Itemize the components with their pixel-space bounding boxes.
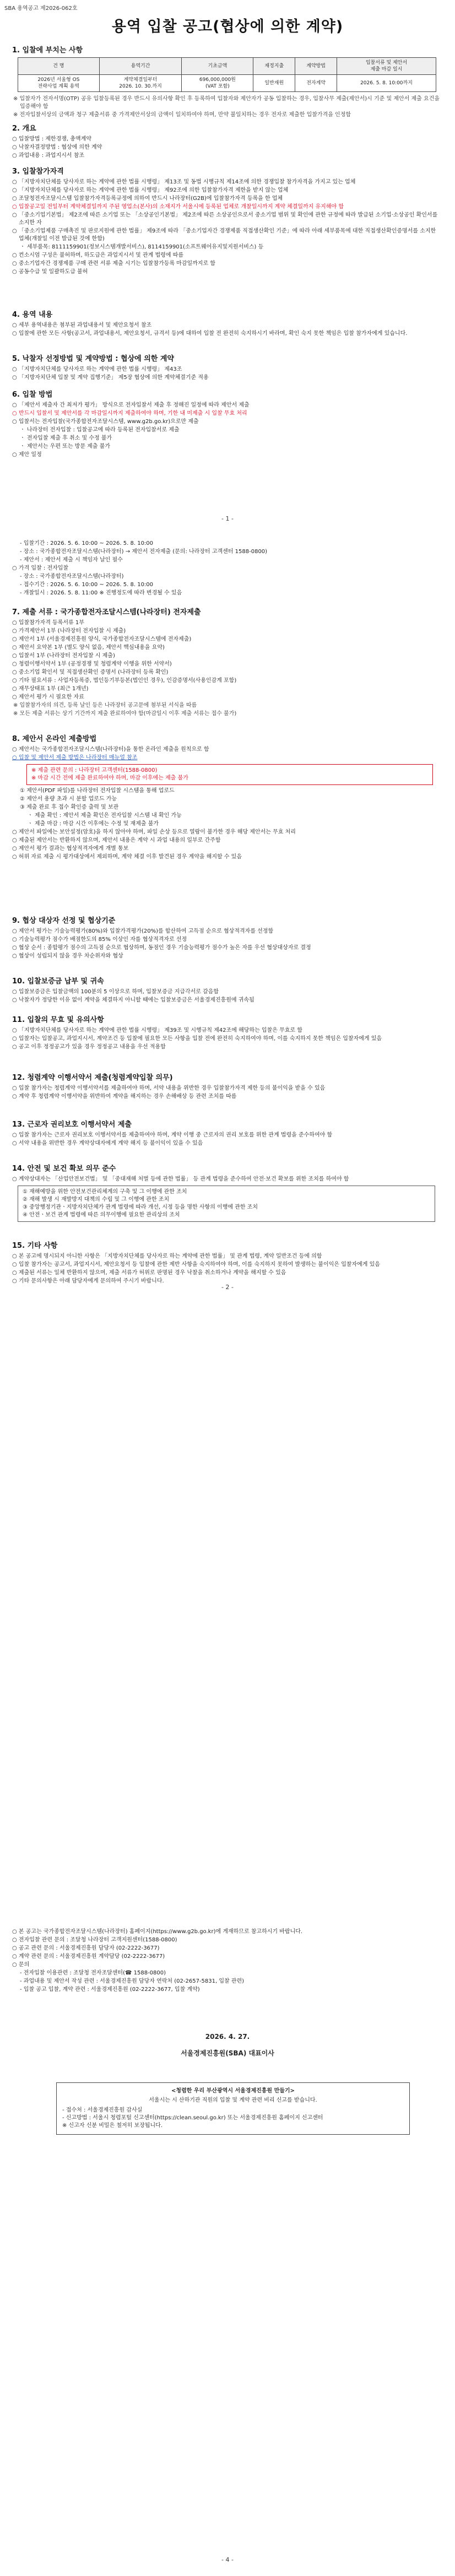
list-item: ○ 입찰참가자격 등록서류 1부 [12, 620, 84, 626]
box-item: - 접수처 : 서울경제진흥원 감사실 [62, 2107, 143, 2113]
cell-contract-method: 전자계약 [295, 75, 337, 92]
list-item: ○ 입찰서는 전자입찰(국가종합전자조달시스템, www.g2b.go.kr)으로만 제출 [12, 419, 199, 425]
list-item: ○ 「지방자치단체를 당사자로 하는 계약에 관한 법률 시행령」 제92조에 의한 입찰참가자격 제한을 받지 않는 업체 [12, 187, 289, 193]
list-item: ○ 청렴이행서약서 1부 (공정경쟁 및 청렴계약 이행을 위한 서약서) [12, 661, 172, 667]
note: ※ 입찰참가자의 의견, 등록 날인 등은 나라장터 공고문에 첨부된 서식을 따름 [13, 702, 197, 708]
safety-item: ① 재해예방을 위한 안전보건관리체계의 구축 및 그 이행에 관한 조치 [23, 1189, 187, 1195]
section-6 [12, 388, 442, 459]
list-item: ○ 조달청전자조달시스템 입찰참가자격등록규정에 의하여 반드시 나라장터(G2B)에 입찰참가자격 등록을 한 업체 [12, 196, 283, 202]
list-item: ○ 「지방자치단체를 당사자로 하는 계약에 관한 법률 시행령」 제13조 및 동법 시행규칙 제14조에 의한 경쟁입찰 참가자격을 가지고 있는 업체 [12, 179, 356, 185]
list-item: ○ 입찰에 관한 모든 사항(공고서, 과업내용서, 제안요청서, 규격서 등)에 대하여 입찰 전 완전히 숙지하시기 바라며, 확인 숙지 못한 책임은 입찰 참가자에게 있습니다. [12, 331, 408, 337]
sub-item: - 입찰기간 : 2026. 5. 6. 10:00 ~ 2026. 5. 8. 10:00 [20, 540, 154, 546]
list-item: ○ 제출된 서류는 일체 반환하지 않으며, 제출 서류가 허위로 판명된 경우 낙찰을 취소하거나 계약을 해지할 수 있음 [12, 1270, 286, 1276]
section-11 [12, 1014, 442, 1052]
list-item: ○ 제출된 제안서는 반환하지 않으며, 제안서 내용은 계약 시 과업 내용의 일부로 간주함 [12, 837, 221, 843]
section-heading: 6. 입찰 방법 [12, 391, 53, 399]
list-item: ○ 전자입찰 관련 문의 : 조달청 나라장터 고객지원센터(1588-0800) [12, 1937, 177, 1943]
sub-item: ① 제안서(PDF 파일)를 나라장터 전자입찰 시스템을 통해 업로드 [20, 788, 175, 794]
list-item: ○ 중소기업 확인서 및 직접생산확인 증명서 (나라장터 등록 확인) [12, 669, 169, 675]
notice-line: ※ 제출 관련 문의 : 나라장터 고객센터(1588-0800) [31, 767, 158, 773]
list-item: ○ 본 공고에 명시되지 아니한 사항은 「지방자치단체를 당사자로 하는 계약에 관한 법률」 및 관계 법령, 계약 일반조건 등에 의함 [12, 1253, 322, 1259]
list-item: ○ 제안서는 국가종합전자조달시스템(나라장터)을 통한 온라인 제출을 원칙으로 함 [12, 746, 209, 753]
section-heading: 1. 입찰에 부치는 사항 [12, 46, 83, 55]
list-item: ○ 기타 문의사항은 아래 담당자에게 문의하여 주시기 바랍니다. [12, 1278, 164, 1284]
contact-section [12, 1928, 442, 1994]
page-number: - 1 - [221, 515, 234, 522]
list-item: ○ 계약 관련 문의 : 서울경제진흥원 계약담당 (02-2222-3677) [12, 1953, 165, 1960]
list-item: ○ 과업내용 : 과업지시서 참조 [12, 153, 85, 159]
list-item: ○ 입찰방법 : 제한경쟁, 총액계약 [12, 136, 91, 142]
section-1 [12, 44, 442, 120]
list-item: ○ 공동수급 및 일괄하도급 불허 [12, 269, 88, 275]
section-3 [12, 165, 442, 277]
section-heading: 12. 청렴계약 이행서약서 제출(청렴계약입찰 의무) [12, 1074, 173, 1082]
sub-item: - 장소 : 국가종합전자조달시스템(나라장터) [20, 573, 124, 580]
list-item: ○ 세부 용역내용은 첨부된 과업내용서 및 제안요청서 참조 [12, 322, 152, 328]
list-item: ○ 계약 후 청렴계약 이행서약을 위반하여 계약을 해지하는 경우 손해배상 등 관련 조치를 따름 [12, 1094, 237, 1100]
list-item: ○ 제안서 평가 결과는 협상적격자에게 개별 통보 [12, 846, 129, 852]
list-item: ○ 입찰 참가자는 공고서, 과업지시서, 제안요청서 등 입찰에 관한 제반 사항을 숙지하여야 하며, 이를 숙지하지 못하여 발생하는 불이익은 입찰자에게 있음 [12, 1262, 380, 1268]
sub-item: ㆍ 세부품목: 8111159901(정보시스템개발서비스), 8114159901(소프트웨어유지및지원서비스) 등 [20, 244, 264, 250]
col-name: 건 명 [18, 58, 100, 75]
list-item: ○ 중소기업자간 경쟁제품 구매 관련 서류 제출 시기는 입찰참가등록 마감일까지로 함 [12, 261, 215, 267]
sub-item: ㆍ 제출 마감 : 마감 시간 이후에는 수정 및 재제출 불가 [28, 821, 159, 827]
sub-item: - 장소 : 국가종합전자조달시스템(나라장터) → 제안서 전자제출 (문의: 나라장터 고객센터 1588-0800) [20, 549, 268, 555]
sub-item: ㆍ 전자입찰 제출 후 취소 및 수정 불가 [20, 435, 112, 441]
section-heading: 9. 협상 대상자 선정 및 협상기준 [12, 917, 116, 925]
list-item: ○ 서약 내용을 위반한 경우 계약상대자에게 계약 해지 등 불이익이 있을 수 있음 [12, 1140, 203, 1146]
list-item: ○ 가격 입찰 : 전자입찰 [12, 565, 69, 571]
section-4 [12, 309, 442, 338]
sub-item: ② 제안서 용량 초과 시 분할 업로드 가능 [20, 796, 117, 802]
section-heading: 11. 입찰의 무효 및 유의사항 [12, 1016, 104, 1024]
list-item: ○ 제안서 1부 (서울경제진흥원 양식, 국가종합전자조달시스템에 전자제출) [12, 636, 192, 642]
col-fund: 재정지출 [253, 58, 295, 75]
notice-box [26, 764, 433, 785]
integrity-report-box [56, 2082, 410, 2135]
list-item: ○ 제안서 평가 시 필요한 자료 [12, 694, 84, 700]
list-item: ○ 「지방자치단체를 당사자로 하는 계약에 관한 법률 시행령」 제43조 [12, 366, 182, 372]
section-heading: 8. 제안서 온라인 제출방법 [12, 735, 97, 743]
section-heading: 4. 용역 내용 [12, 311, 53, 319]
list-item: ○ 입찰보증금은 입찰금액의 100분의 5 이상으로 하며, 입찰보증금 지급각서로 갈음함 [12, 989, 219, 995]
col-contract-method: 계약방법 [295, 58, 337, 75]
sub-item: ㆍ 제출 확인 : 제안서 제출 확인은 전자입찰 시스템 내 확인 가능 [28, 813, 182, 819]
sub-item: - 개찰일시 : 2026. 5. 8. 11:00 ※ 진행정도에 따라 변경될 수 있음 [20, 590, 182, 596]
safety-item: ② 재해 발생 시 재발방지 대책의 수립 및 그 이행에 관한 조치 [23, 1197, 170, 1203]
sub-item: - 접수기간 : 2026. 5. 6. 10:00 ~ 2026. 5. 8. 10:00 [20, 582, 154, 588]
note: ※ 모든 제출 서류는 상기 기간까지 제출 완료하여야 함(마감일시 이후 제출 서류는 접수 불가) [13, 711, 237, 717]
section-15 [12, 1240, 442, 1286]
list-item: ○ 「지방자치단체를 당사자로 하는 계약에 관한 법률 시행령」 제39조 및 시행규칙 제42조에 해당하는 입찰은 무효로 함 [12, 1027, 302, 1033]
section-14 [12, 1162, 442, 1225]
section-heading: 14. 안전 및 보건 확보 의무 준수 [12, 1165, 116, 1173]
list-item: ○ 문의 [12, 1962, 30, 1968]
sub-item: - 과업내용 및 제안서 작성 관련 : 서울경제진흥원 담당자 연락처 (02-2657-5831, 입찰 관련) [20, 1978, 245, 1984]
section-heading: 5. 낙찰자 선정방법 및 계약방법 : 협상에 의한 계약 [12, 355, 174, 363]
sub-item: ㆍ 나라장터 전자입찰 : 입찰공고에 따라 등록된 전자입찰서로 제출 [20, 427, 180, 433]
section-9 [12, 914, 442, 961]
safety-item: ③ 중앙행정기관ㆍ지방자치단체가 관계 법령에 따라 개선, 시정 등을 명한 사항의 이행에 관한 조치 [23, 1204, 258, 1210]
page-title: 용역 입찰 공고(협상에 의한 계약) [111, 18, 344, 35]
col-period: 용역기간 [99, 58, 182, 75]
sub-item: ③ 제출 완료 후 접수 확인증 출력 및 보관 [20, 804, 119, 810]
list-item: ○ 기술능력평가 점수가 배점한도의 85% 이상인 자를 협상적격자로 선정 [12, 937, 187, 943]
section-heading: 2. 개요 [12, 125, 36, 133]
note: ※ 입찰자가 전자서명(OTP) 공유 입찰등록된 경우 반드시 유의사항 확인 후 등록하여 입찰자와 제안자가 공동 입찰하는 경우, 입찰사무 제출(제안서)시 기준 및 제안서 제출 요건을 입증해야 함 [13, 96, 440, 110]
list-item: ○ 낙찰자가 정당한 이유 없이 계약을 체결하지 아니할 때에는 입찰보증금은 서울경제진흥원에 귀속됨 [12, 997, 254, 1003]
box-message: 서울시는 시 산하기관 직원의 입찰 및 계약 관련 비리 신고를 받습니다. [149, 2097, 317, 2103]
list-item: ○ 입찰서 1부 (나라장터 전자입찰 시 제출) [12, 653, 115, 659]
list-item-highlight: ○ 반드시 입찰서 및 제안서를 각 마감일시까지 제출하여야 하며, 기한 내 미제출 시 입찰 무효 처리 [12, 410, 247, 416]
col-base-price: 기초금액 [182, 58, 253, 75]
section-heading: 15. 기타 사항 [12, 1242, 58, 1250]
closing [0, 2033, 455, 2058]
notice-line: ※ 마감 시간 전에 제출 완료하여야 하며, 마감 이후에는 제출 불가 [31, 775, 188, 781]
list-item: ○ 제안서 파일에는 보안설정(암호)을 하지 않아야 하며, 파일 손상 등으로 열람이 불가한 경우 해당 제안서는 무효 처리 [12, 829, 296, 835]
sub-item: ㆍ 제안서는 우편 또는 방문 제출 불가 [20, 443, 110, 450]
box-item: - 신고방법 : 서울시 청렴포털 신고센터(https://clean.seoul.go.kr) 또는 서울경제진흥원 홈페이지 신고센터 [62, 2115, 323, 2121]
list-item: ○ 재무상태표 1부 (최근 1개년) [12, 686, 89, 692]
list-item: ○ 「제안서 제출자 간 최저가 평가」 방식으로 전자입찰서 제출 후 정해진 일정에 따라 제안서 제출 [12, 402, 250, 408]
list-item-highlight: ○ 입찰공고일 전일부터 계약체결일까지 주된 영업소(본사)의 소재지가 서울시에 등록된 업체로 개찰일시까지 계약 체결일까지 유지해야 함 [12, 204, 344, 210]
list-item: ○ 허위 자료 제출 시 평가대상에서 제외하며, 계약 체결 이후 발견된 경우 계약을 해지할 수 있음 [12, 854, 242, 860]
sub-item: - 입찰 공고 입찰, 계약 관련 : 서울경제진흥원 (02-2222-3677, 입찰 계약) [20, 1987, 200, 1993]
list-item: ○ 「중소기업기본법」 제2조에 따른 소기업 또는 「소상공인기본법」 제2조에 따른 소상공인으로서 중소기업 범위 및 확인에 관한 규정에 따라 발급된 소기업·소상공인 확인서를 소지한 자 [12, 212, 438, 226]
cell-fund: 일반재원 [253, 75, 295, 92]
sub-item: - 제안서 : 제안서 제출 시 책임자 날인 필수 [20, 557, 123, 563]
note: ※ 전자입찰서상의 금액과 청구 제출서류 중 가격제안서상의 금액이 일치하여야 하며, 만약 불일치하는 경우 전자로 제출한 입찰가격을 인정함 [13, 112, 351, 118]
section-heading: 13. 근로자 권리보호 이행서약서 제출 [12, 1121, 132, 1129]
list-item: ○ 입찰자는 입찰공고, 과업지시서, 계약조건 등 입찰에 필요한 모든 사항을 입찰 전에 완전히 숙지하여야 하며, 이를 숙지하지 못한 책임은 입찰자에게 있음 [12, 1036, 382, 1042]
section-heading: 7. 제출 서류 : 국가종합전자조달시스템(나라장터) 전자제출 [12, 608, 201, 616]
list-item: ○ 「중소기업제품 구매촉진 및 판로지원에 관한 법률」 제9조에 따라 「중소기업자간 경쟁제품 직접생산확인 기준」에 따라 아래 세부품목에 대한 직접생산확인증명서를 소지한 업체(개찰일 이전 발급된 것에 한함) [12, 228, 436, 242]
list-item: ○ 공고 이후 정정공고가 있을 경우 정정공고 내용을 우선 적용함 [12, 1044, 166, 1050]
section-10 [12, 975, 442, 1005]
section-13 [12, 1118, 442, 1148]
list-item: ○ 협상이 성립되지 않을 경우 차순위자와 협상 [12, 953, 123, 959]
list-item: ○ 입찰 참가자는 근로자 권리보호 이행서약서를 제출하여야 하며, 계약 이행 중 근로자의 권리 보호를 위한 관계 법령을 준수하여야 함 [12, 1132, 333, 1138]
section-12 [12, 1071, 442, 1101]
cell-period: 계약체결일부터 2026. 10. 30.까지 [99, 75, 182, 92]
list-item: ○ 낙찰자결정방법 : 협상에 의한 계약 [12, 144, 102, 150]
safety-item: ④ 안전ㆍ보건 관계 법령에 따른 의무이행에 필요한 관리상의 조치 [23, 1212, 180, 1218]
list-item: ○ 제안서 평가는 기술능력평가(80%)와 입찰가격평가(20%)를 합산하여 고득점 순으로 협상적격자를 선정함 [12, 928, 274, 934]
bid-info-table [18, 57, 436, 92]
list-item: ○ 제안서 요약본 1부 (별도 양식 없음, 제안서 핵심내용을 요약) [12, 645, 165, 651]
section-5 [12, 353, 442, 382]
manual-link[interactable]: ○ 입찰 및 제안서 제출 방법은 나라장터 매뉴얼 참조 [12, 755, 138, 761]
list-item: ○ 가격제안서 1부 (나라장터 전자입찰 시 제출) [12, 628, 126, 634]
cell-name: 2026년 서울형 OS 전략사업 계획 용역 [18, 75, 100, 92]
list-item: ○ 계약상대자는 「산업안전보건법」 및 「중대재해 처벌 등에 관한 법률」 등 관계 법령을 준수하여 안전·보건 확보를 위한 조치를 하여야 함 [12, 1176, 349, 1182]
list-item: ○ 협상 순서 : 종합평가 점수의 고득점 순으로 협상하며, 동점인 경우 기술능력평가 점수가 높은 자를 우선 협상대상자로 결정 [12, 945, 311, 951]
organization-name: 서울경제진흥원(SBA) 대표이사 [181, 2049, 274, 2057]
section-heading: 3. 입찰참가자격 [12, 167, 64, 176]
doc-number: SBA 용역공고 제2026-062호 [4, 6, 78, 12]
list-item: ○ 공고 관련 문의 : 서울경제진흥원 담당자 (02-2222-3677) [12, 1945, 160, 1951]
announcement-date: 2026. 4. 27. [205, 2033, 250, 2041]
list-item: ○ 제안 일정 [12, 452, 42, 458]
col-deadline: 입찰서류 및 제안서 제출 마감 일시 [337, 58, 436, 75]
list-item: ○ 본 공고는 국가종합전자조달시스템(나라장터) 홈페이지(https://www.g2b.go.kr)에 게재하므로 참고하시기 바랍니다. [12, 1929, 303, 1935]
list-item: ○ 「지방자치단체 입찰 및 계약 집행기준」 제5장 협상에 의한 계약체결기준 적용 [12, 375, 209, 381]
list-item: ○ 입찰 참가자는 청렴계약 이행서약서를 제출하여야 하며, 서약 내용을 위반한 경우 입찰참가자격 제한 등의 불이익을 받을 수 있음 [12, 1085, 326, 1091]
page-number: - 2 - [221, 1284, 234, 1291]
cell-deadline: 2026. 5. 8. 10:00까지 [337, 75, 436, 92]
section-7 [12, 606, 442, 718]
sub-item: - 전자입찰 이용관련 : 조달청 전자조달센터(☎ 1588-0800) [20, 1970, 166, 1976]
section-heading: 10. 입찰보증금 납부 및 귀속 [12, 977, 104, 986]
box-item: ※ 신고자 신분 비밀은 철저히 보장됩니다. [62, 2123, 163, 2129]
list-item: ○ 기타 필요서류 : 사업자등록증, 법인등기부등본(법인인 경우), 인감증명서(사용인감계 포함) [12, 678, 237, 684]
section-2 [12, 122, 442, 160]
page-number: - 4 - [221, 2556, 234, 2563]
safety-measures-box [18, 1186, 435, 1222]
list-item: ○ 컨소시엄 구성은 불허하며, 하도급은 과업지시서 및 관계 법령에 따름 [12, 252, 183, 258]
section-6-continued [12, 540, 442, 598]
box-heading: <청렴한 우리 부산광역시 서울경제진흥원 만들기> [171, 2088, 295, 2094]
section-8 [12, 733, 442, 862]
cell-base-price: 696,000,000원 (VAT 포함) [182, 75, 253, 92]
